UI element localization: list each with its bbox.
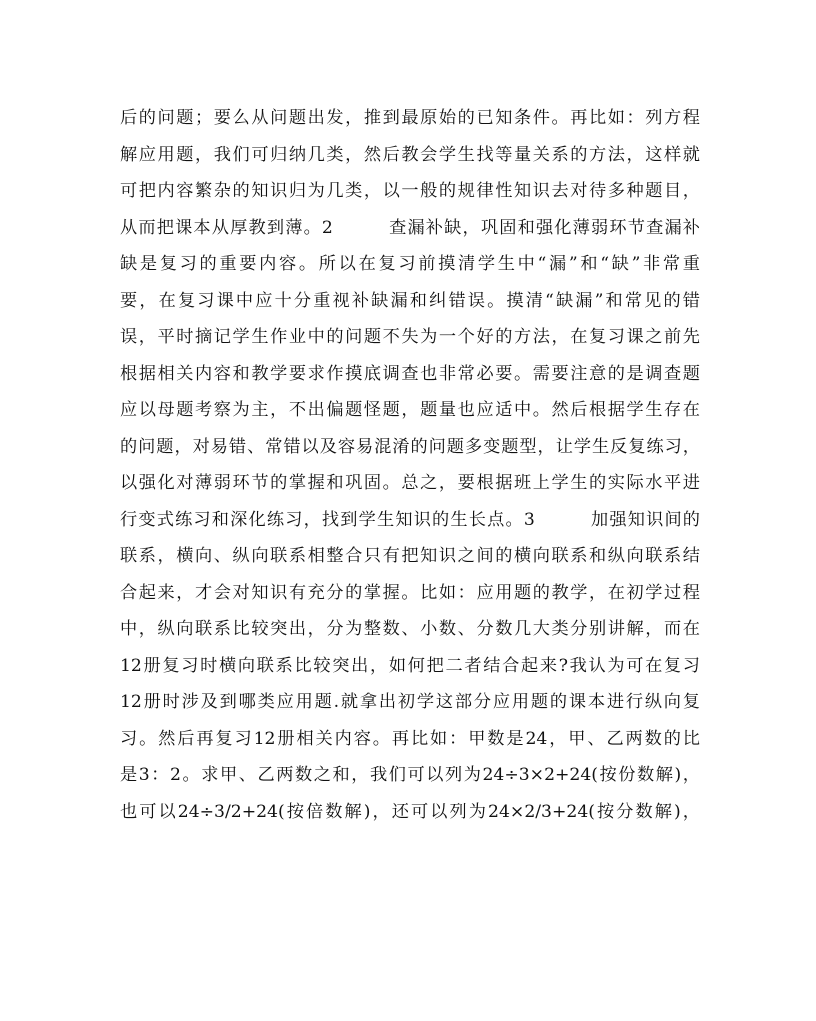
text-line-4: 从而把课本从厚教到薄。2 查漏补缺，巩固和强化薄弱环节查漏补: [120, 217, 700, 238]
text-line-8: 根据相关内容和教学要求作摸底调查也非常必要。需要注意的是调查题: [120, 363, 700, 384]
text-line-13: 联系，横向、纵向联系相整合只有把知识之间的横向联系和纵向联系结: [120, 546, 700, 566]
text-line-7: 误，平时摘记学生作业中的问题不失为一个好的方法，在复习课之前先: [120, 327, 700, 347]
text-line-18: 习。然后再复习12册相关内容。再比如：甲数是24，甲、乙两数的比: [120, 728, 700, 749]
text-line-5: 缺是复习的重要内容。所以在复习前摸清学生中“漏”和“缺”非常重: [120, 254, 700, 274]
text-line-9: 应以母题考察为主，不出偏题怪题，题量也应适中。然后根据学生存在: [120, 400, 700, 420]
text-line-11: 以强化对薄弱环节的掌握和巩固。总之，要根据班上学生的实际水平进: [120, 473, 700, 493]
text-line-14: 合起来，才会对知识有充分的掌握。比如：应用题的教学，在初学过程: [120, 582, 700, 603]
body-text: [120, 100, 700, 830]
text-line-2: 解应用题，我们可归纳几类，然后教会学生找等量关系的方法，这样就: [120, 144, 700, 165]
text-line-20: 也可以24÷3/2+24(按倍数解)，还可以列为24×2/3+24(按分数解)，: [120, 801, 700, 822]
text-line-10: 的问题，对易错、常错以及容易混淆的问题多变题型，让学生反复练习，: [120, 436, 700, 457]
text-line-15: 中，纵向联系比较突出，分为整数、小数、分数几大类分别讲解，而在: [120, 619, 700, 639]
text-line-3: 可把内容繁杂的知识归为几类，以一般的规律性知识去对待多种题目，: [120, 181, 700, 201]
text-line-1: 后的问题；要么从问题出发，推到最原始的已知条件。再比如：列方程: [120, 108, 700, 128]
text-line-17: 12册时涉及到哪类应用题.就拿出初学这部分应用题的课本进行纵向复: [120, 692, 700, 712]
text-line-6: 要，在复习课中应十分重视补缺漏和纠错误。摸清“缺漏”和常见的错: [120, 290, 700, 311]
text-line-12: 行变式练习和深化练习，找到学生知识的生长点。3 加强知识间的: [120, 509, 700, 530]
text-line-19: 是3：2。求甲、乙两数之和，我们可以列为24÷3×2+24(按份数解)，: [120, 765, 700, 785]
text-line-16: 12册复习时横向联系比较突出，如何把二者结合起来?我认为可在复习: [120, 655, 700, 676]
